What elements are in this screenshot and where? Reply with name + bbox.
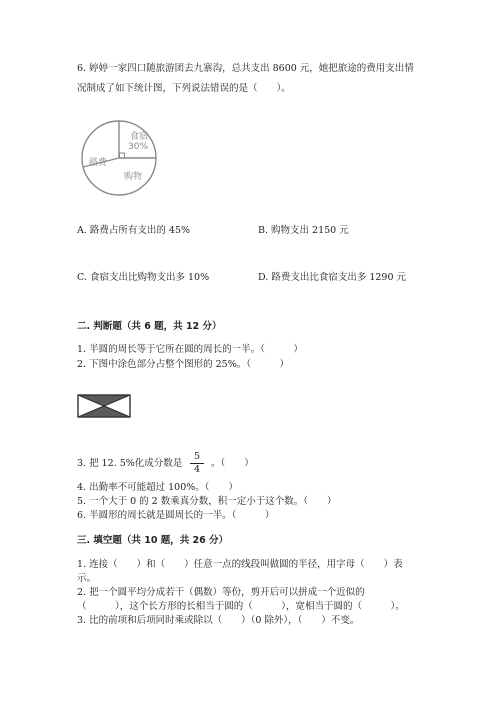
option-a: A. 路费占所有支出的 45% — [77, 225, 191, 236]
fraction-numerator: 5 — [190, 451, 204, 464]
question-6-line-2: 况制成了如下统计图，下列说法错误的是（ ）。 — [77, 83, 291, 94]
fill-line-4: （ ），这个长方形的长相当于圆的（ ），宽相当于圆的（ ）。 — [77, 601, 405, 612]
judge-item-4: 4. 出勤率不可能超过 100%。（ ） — [77, 482, 239, 493]
fill-line-5: 3. 比的前项和后项同时乘或除以（ ）（0 除外），（ ）不变。 — [77, 615, 360, 626]
fill-line-1: 1. 连接（ ）和（ ）任意一点的线段叫做圆的半径，用字母（ ）表 — [77, 559, 403, 570]
option-b: B. 购物支出 2150 元 — [258, 225, 349, 236]
pie-label-food: 食宿 — [130, 132, 149, 142]
pie-label-travel: 路费 — [89, 158, 108, 168]
section-3-title: 三. 填空题（共 10 题，共 26 分） — [77, 535, 229, 546]
pie-chart — [78, 117, 160, 199]
question-6-line-1: 6. 婷婷一家四口随旅游团去九寨沟，总共支出 8600 元，她把旅途的费用支出情 — [77, 63, 414, 74]
pie-label-food-pct: 30% — [128, 142, 149, 152]
judge-item-3-tail: 。（ ） — [211, 458, 254, 469]
fill-line-3: 2. 把一个圆平均分成若干（偶数）等份，剪开后可以拼成一个近似的 — [77, 587, 365, 598]
option-d: D. 路费支出比食宿支出多 1290 元 — [258, 272, 407, 283]
fill-line-2: 示。 — [77, 573, 97, 584]
judge-item-5: 5. 一个大于 0 的 2 数乘真分数，积一定小于这个数。（ ） — [77, 496, 337, 507]
pie-label-shopping: 购物 — [124, 172, 143, 182]
shaded-rectangle-figure — [77, 394, 131, 418]
judge-item-6: 6. 半圆形的周长就是圆周长的一半。（ ） — [77, 510, 275, 521]
judge-item-2: 2. 下图中涂色部分占整个图形的 25%。（ ） — [77, 359, 289, 370]
fraction-denominator: 4 — [193, 464, 201, 475]
fraction-five-quarters — [190, 451, 204, 476]
judge-item-1: 1. 半圆的周长等于它所在圆的周长的一半。（ ） — [77, 344, 303, 355]
judge-item-3: 3. 把 12. 5%化成分数是 — [77, 458, 183, 469]
option-c: C. 食宿支出比购物支出多 10% — [77, 272, 210, 283]
section-2-title: 二. 判断题（共 6 题，共 12 分） — [77, 321, 222, 332]
